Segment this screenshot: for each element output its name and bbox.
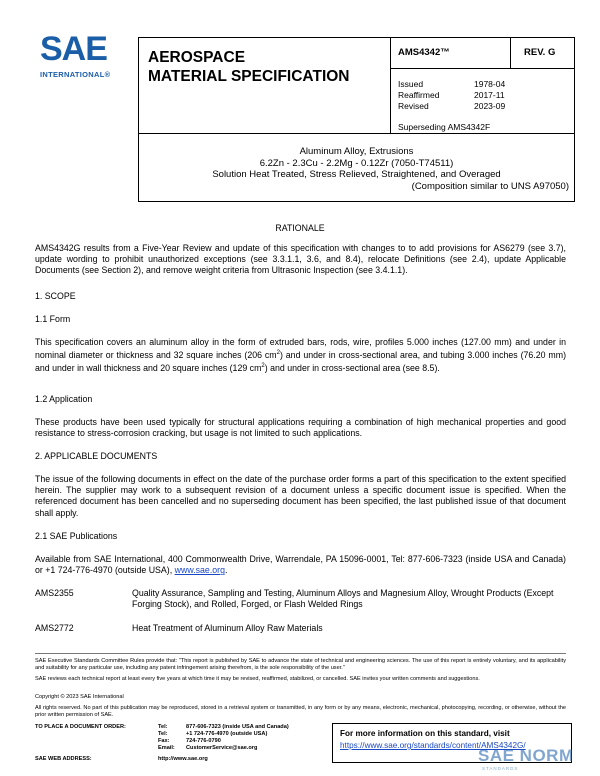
sae-logo-subtitle: INTERNATIONAL® [40,70,111,79]
sae-publications-text: Available from SAE International, 400 Commonwealth Drive, Warrendale, PA 15096-0001, Tel: 877-606-7323 (inside USA and Canada) or +1 724-776-4970 (outside USA), www.sae.org. [35,554,566,576]
section-heading: 2.1 SAE Publications [35,531,118,541]
document-code: AMS2355 [35,588,74,598]
header-divider [390,68,575,69]
web-label: SAE WEB ADDRESS: [35,756,92,762]
section-heading: 1.2 Application [35,394,93,404]
sae-logo: SAE [40,30,107,68]
document-title: AEROSPACE MATERIAL SPECIFICATION [148,49,350,85]
watermark-subtitle: STANDARDS [482,766,519,771]
footer-rules: SAE Executive Standards Committee Rules provide that: “This report is published by SAE to advance the state of technical and engineering sciences. The use of this report is entirely voluntary, and its applicability and suitability for any particular use, including any patent infringement arising therefrom, is the sole responsibility of the user.” [35,658,566,671]
footer-divider [35,653,566,654]
footer-rights: All rights reserved. No part of this publication may be reproduced, stored in a retrieval system or transmitted, in any form or by any means, electronic, mechanical, photocopying, recording, or otherwise, without the prior written permission of SAE. [35,705,566,718]
sae-website-link[interactable]: www.sae.org [174,565,225,576]
rationale-heading: RATIONALE [275,223,325,233]
order-label: TO PLACE A DOCUMENT ORDER: [35,724,126,730]
web-address-link[interactable]: http://www.sae.org [158,756,208,762]
date-table [398,79,505,112]
contact-label: Tel: [158,724,168,730]
footer-copyright: Copyright © 2023 SAE International [35,694,124,700]
document-description: Heat Treatment of Aluminum Alloy Raw Materials [132,623,323,633]
date-row: Revised 2023-09 [398,101,506,111]
document-code: AMS2772 [35,623,74,633]
contact-label: Fax: [158,738,170,744]
section-heading: 1.1 Form [35,314,71,324]
header-divider [510,37,511,68]
watermark-logo: SAE NORM [478,746,574,765]
date-row: Issued 1978-04 [398,79,506,89]
contact-label: Tel: [158,731,168,737]
revision: REV. G [524,47,556,58]
contact-value: +1 724-776-4970 (outside USA) [186,731,268,737]
date-row: Reaffirmed 2017-11 [398,90,505,100]
rationale-text: AMS4342G results from a Five-Year Review and update of this specification with changes to to add provisions for AS6279 (see 3.7), update wording to prohibit unauthorized exceptions (see 3.3.1.1, 3.6, and 8.4), relocate Definitions (see 2.4), update Applicable Documents (see Section 2), and remove weight criteria from Ultrasonic Inspection (see 3.4.1.1). [35,243,566,276]
header-divider [390,37,391,134]
application-text: These products have been used typically for structural applications requiring a combination of high mechanical properties and good resistance to stress-corrosion cracking, but usage is not limited to such applications. [35,417,566,439]
contact-email[interactable]: CustomerService@sae.org [186,745,258,751]
scope-text: This specification covers an aluminum alloy in the form of extruded bars, rods, wire, profiles 5.000 inches (127.00 mm) and under in nominal diameter or thickness and 32 square inches (206 $cm^2$) and under in cross-sectional area, and tubing 3.000 inches (76.20 mm) and under in wall thickness and 20 square inches (129 $cm^2$) and under in cross-sectional area (see 8.5). [35,337,567,374]
section-heading: 1. SCOPE [35,291,76,301]
subject-title: Aluminum Alloy, Extrusions 6.2Zn - 2.3Cu - 2.2Mg - 0.12Zr (7050-T74511) Solution Heat Treated, Stress Relieved, Straightened, and Overaged (Composition similar to UNS A97050) [212,146,569,192]
ams-number: AMS4342™ [398,47,450,58]
applicable-documents-text: The issue of the following documents in effect on the date of the purchase order forms a part of this specification to the extent specified herein. The supplier may work to a subsequent revision of a document unless a specific document issue is specified. When the referenced document has been cancelled and no superseding document has been specified, the last published issue of that document shall apply. [35,474,566,518]
contact-label: Email: [158,745,175,751]
contact-value: 877-606-7323 (inside USA and Canada) [186,724,289,730]
standard-url-link[interactable]: https://www.sae.org/standards/content/AMS4342G/ [340,741,526,750]
superseding: Superseding AMS4342F [398,122,491,132]
section-heading: 2. APPLICABLE DOCUMENTS [35,451,158,461]
footer-review: SAE reviews each technical report at least every five years at which time it may be revised, reaffirmed, stabilized, or cancelled. SAE invites your written comments and suggestions. [35,676,480,682]
document-description: Quality Assurance, Sampling and Testing, Aluminum Alloys and Magnesium Alloy, Wrought Products (Except Forging Stock), and Rolled, Forged, or Flash Welded Rings [132,588,554,610]
contact-value: 724-776-0790 [186,738,221,744]
info-title: For more information on this standard, visit [340,729,510,738]
